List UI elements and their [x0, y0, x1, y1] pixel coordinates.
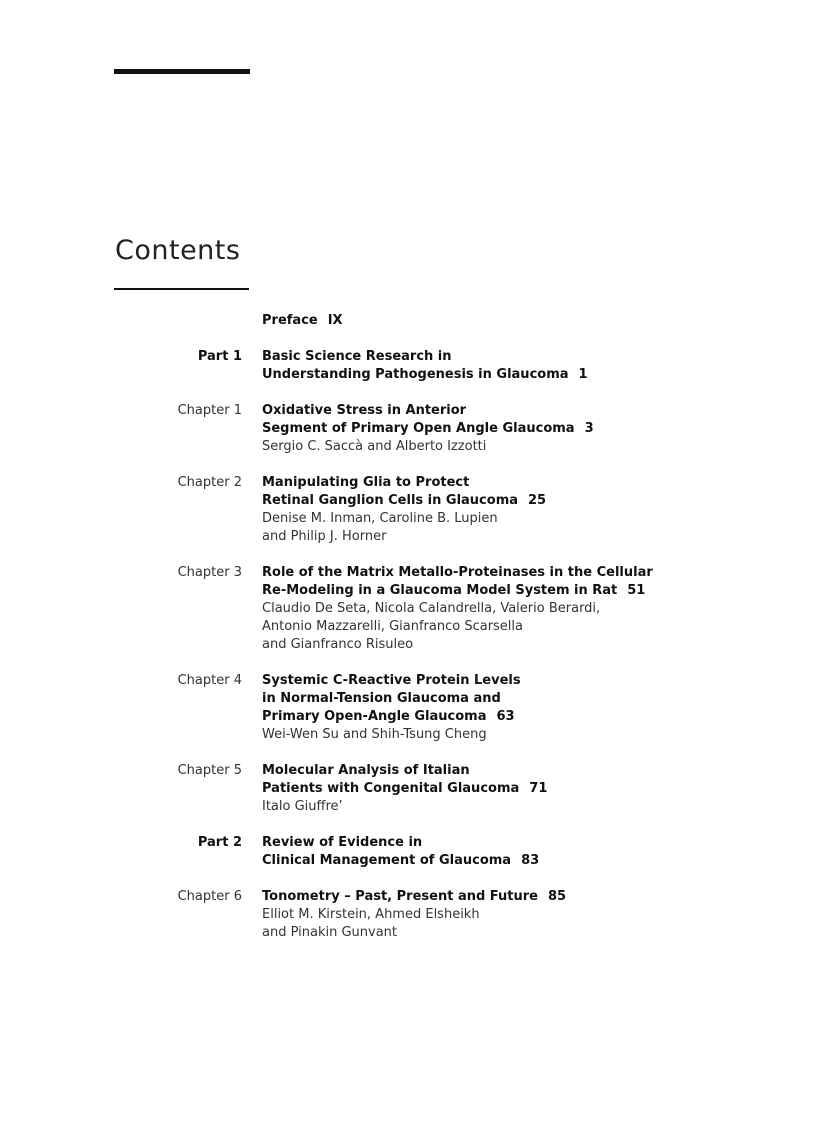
entry-authors: and Pinakin Gunvant	[262, 925, 398, 940]
entry-title-line	[262, 762, 662, 780]
entry-body	[262, 474, 662, 546]
entry-title-line	[262, 402, 662, 420]
entry-authors: Wei-Wen Su and Shih-Tsung Cheng	[262, 727, 487, 742]
table-of-contents	[0, 312, 816, 960]
top-decorative-rule	[114, 69, 250, 74]
entry-authors: Sergio C. Saccà and Alberto Izzotti	[262, 439, 487, 454]
entry-authors: and Gianfranco Risuleo	[262, 637, 414, 652]
entry-authors: and Philip J. Horner	[262, 529, 387, 544]
entry-title-text: Retinal Ganglion Cells in Glaucoma	[262, 493, 519, 508]
chapter-label: Chapter 2	[177, 475, 242, 490]
entry-title-line	[262, 888, 662, 906]
entry-body	[262, 348, 662, 384]
entry-authors: Claudio De Seta, Nicola Calandrella, Valerio Berardi,	[262, 601, 601, 616]
entry-title-text: Molecular Analysis of Italian	[262, 763, 470, 778]
entry-authors: Elliot M. Kirstein, Ahmed Elsheikh	[262, 907, 480, 922]
part-label: Part 1	[197, 349, 242, 364]
toc-part-entry	[0, 348, 816, 384]
chapter-label: Chapter 5	[177, 763, 242, 778]
toc-chapter-entry	[0, 474, 816, 546]
toc-chapter-entry	[0, 672, 816, 744]
page-number: 63	[496, 709, 515, 724]
entry-body	[262, 312, 662, 330]
entry-body	[262, 888, 662, 942]
page-number: 25	[528, 493, 547, 508]
entry-title-text: Clinical Management of Glaucoma	[262, 853, 512, 868]
entry-title-text: Tonometry – Past, Present and Future	[262, 889, 538, 904]
page-number: 83	[521, 853, 540, 868]
entry-body	[262, 762, 662, 816]
toc-part-entry	[0, 834, 816, 870]
page-number: IX	[327, 313, 343, 328]
heading-underline-rule	[114, 288, 249, 290]
entry-title-text: Review of Evidence in	[262, 835, 423, 850]
entry-title-text: Understanding Pathogenesis in Glaucoma	[262, 367, 569, 382]
toc-chapter-entry	[0, 888, 816, 942]
page-number: 3	[584, 421, 594, 436]
toc-chapter-entry	[0, 402, 816, 456]
toc-preface-entry	[0, 312, 816, 330]
entry-authors: Denise M. Inman, Caroline B. Lupien	[262, 511, 498, 526]
entry-title-line	[262, 708, 662, 726]
toc-chapter-entry	[0, 762, 816, 816]
entry-body	[262, 402, 662, 456]
entry-title-text: Systemic C-Reactive Protein Levels	[262, 673, 521, 688]
entry-title-line	[262, 780, 662, 798]
entry-title-line	[262, 852, 662, 870]
chapter-label: Chapter 3	[177, 565, 242, 580]
entry-title-text: Oxidative Stress in Anterior	[262, 403, 467, 418]
entry-title-line	[262, 672, 662, 690]
chapter-label: Chapter 4	[177, 673, 242, 688]
entry-authors: Italo Giuffre’	[262, 799, 343, 814]
entry-title-line	[262, 366, 662, 384]
entry-title-text: Manipulating Glia to Protect	[262, 475, 470, 490]
entry-body	[262, 672, 662, 744]
chapter-label: Chapter 1	[177, 403, 242, 418]
entry-title-line	[262, 582, 662, 600]
entry-title-text: in Normal-Tension Glaucoma and	[262, 691, 501, 706]
entry-title-line	[262, 834, 662, 852]
page-number: 85	[548, 889, 567, 904]
entry-title-text: Segment of Primary Open Angle Glaucoma	[262, 421, 575, 436]
entry-title-text: Preface	[262, 313, 318, 328]
entry-body	[262, 834, 662, 870]
entry-body	[262, 564, 662, 654]
entry-title-line	[262, 564, 662, 582]
entry-title-line	[262, 492, 662, 510]
page-number: 1	[578, 367, 588, 382]
entry-title-line	[262, 420, 662, 438]
entry-title-line	[262, 312, 662, 330]
part-label: Part 2	[197, 835, 242, 850]
page-number: 51	[627, 583, 646, 598]
entry-title-text: Patients with Congenital Glaucoma	[262, 781, 520, 796]
entry-title-text: Primary Open-Angle Glaucoma	[262, 709, 487, 724]
page-title: Contents	[115, 235, 241, 266]
entry-title-text: Re-Modeling in a Glaucoma Model System in Rat	[262, 583, 618, 598]
entry-title-text: Role of the Matrix Metallo-Proteinases in the Cellular	[262, 565, 653, 580]
chapter-label: Chapter 6	[177, 889, 242, 904]
toc-chapter-entry	[0, 564, 816, 654]
entry-title-line	[262, 348, 662, 366]
entry-title-text: Basic Science Research in	[262, 349, 452, 364]
entry-authors: Antonio Mazzarelli, Gianfranco Scarsella	[262, 619, 523, 634]
page-number: 71	[529, 781, 548, 796]
entry-title-line	[262, 474, 662, 492]
entry-title-line	[262, 690, 662, 708]
